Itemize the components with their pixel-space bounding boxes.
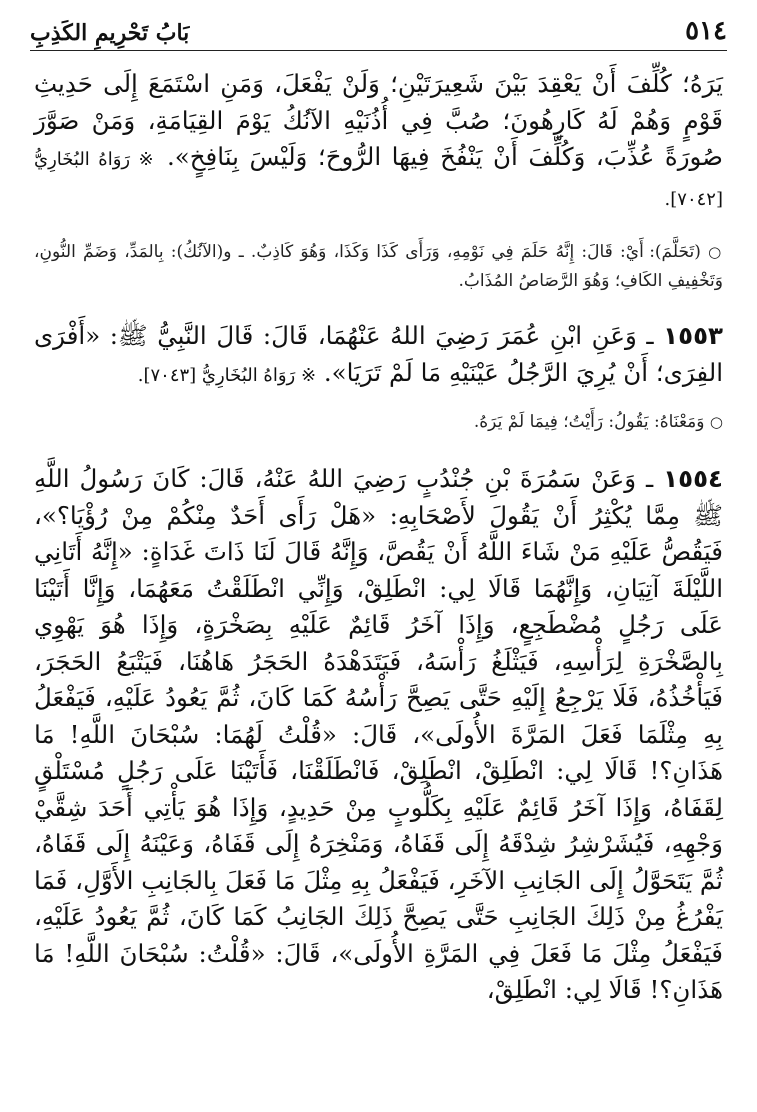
hadith-continuation	[34, 66, 723, 218]
hadith-text: ـ وَعَنِ ابْنِ عُمَرَ رَضِيَ اللهُ عَنْهُمَا، قَالَ: قَالَ النَّبِيُّ ﷺ: «أَفْرَى الفِرَى؛ أَنْ يُرِيَ الرَّجُلُ عَيْنَيْهِ مَا لَمْ تَرَيَا».	[34, 321, 723, 387]
hadith-number: ١٥٥٣	[663, 321, 723, 350]
hadith-1554	[34, 461, 723, 1009]
explanatory-note	[34, 238, 723, 296]
page-content	[34, 66, 723, 1009]
page-number: ٥١٤	[685, 16, 727, 46]
explanatory-note-text: (تَحَلَّمَ): أَيْ: قَالَ: إِنَّهُ حَلَمَ فِي نَوْمِهِ، وَرَأَى كَذَا وَكَذَا، وَهُوَ كَاذِبٌ. ـ و(الآنُكُ): بِالمَدِّ، وَضَمِّ النُّونِ، وَتَخْفِيفِ الكَافِ؛ وَهُوَ الرَّصَاصُ المُذَابُ.	[34, 242, 723, 291]
explanatory-note-text: وَمَعْنَاهُ: يَقُولُ: رَأَيْتُ؛ فِيمَا لَمْ يَرَهُ.	[473, 412, 705, 432]
hadith-source: ※ رَوَاهُ البُخَارِيُّ [٧٠٤٣].	[137, 364, 317, 386]
hadith-text: ـ وَعَنْ سَمُرَةَ بْنِ جُنْدُبٍ رَضِيَ اللهُ عَنْهُ، قَالَ: كَانَ رَسُولُ اللَّهِ ﷺ مِمَّا يُكْثِرُ أَنْ يَقُولَ لأَصْحَابِهِ: «هَلْ رَأَى أَحَدٌ مِنْكُمْ مِنْ رُؤْيَا؟»، فَيَقُصُّ عَلَيْهِ مَنْ شَاءَ اللَّهُ أَنْ يَقُصَّ، وَإِنَّهُ قَالَ لَنَا ذَاتَ غَدَاةٍ: «إِنَّهُ أَتَانِي اللَّيْلَةَ آتِيَانِ، وَإِنَّهُمَا قَالَا لِي: انْطَلِقْ، وَإِنِّي انْطَلَقْتُ مَعَهُمَا، وَإِنَّا أَتَيْنَا عَلَى رَجُلٍ مُضْطَجِعٍ، وَإِذَا آخَرُ قَائِمٌ عَلَيْهِ بِصَخْرَةٍ، وَإِذَا هُوَ يَهْوِي بِالصَّخْرَةِ لِرَأْسِهِ، فَيَثْلَغُ رَأْسَهُ، فَيَتَدَهْدَهُ الحَجَرُ هَاهُنَا، فَيَتْبَعُ الحَجَرَ، فَيَأْخُذُهُ، فَلَا يَرْجِعُ إِلَيْهِ حَتَّى يَصِحَّ رَأْسُهُ كَمَا كَانَ، ثُمَّ يَعُودُ عَلَيْهِ، فَيَفْعَلُ بِهِ مِثْلَمَا فَعَلَ المَرَّةَ الأُولَى»، قَالَ: «قُلْتُ لَهُمَا: سُبْحَانَ اللَّهِ! مَا هَذَانِ؟! قَالَا لِي: انْطَلِقْ، انْطَلِقْ، فَانْطَلَقْنَا، فَأَتَيْنَا عَلَى رَجُلٍ مُسْتَلْقٍ لِقَفَاهُ، وَإِذَا آخَرُ قَائِمٌ عَلَيْهِ بِكَلُّوبٍ مِنْ حَدِيدٍ، وَإِذَا هُوَ يَأْتِي أَحَدَ شِقَّيْ وَجْهِهِ، فَيُشَرْشِرُ شِدْقَهُ إِلَى قَفَاهُ، وَمَنْخِرَهُ إِلَى قَفَاهُ، وَعَيْنَهُ إِلَى قَفَاهُ، ثُمَّ يَتَحَوَّلُ إِلَى الجَانِبِ الآخَرِ، فَيَفْعَلُ بِهِ مِثْلَ مَا فَعَلَ بِالجَانِبِ الأَوَّلِ، فَمَا يَفْرُغُ مِنْ ذَلِكَ الجَانِبِ حَتَّى يَصِحَّ ذَلِكَ الجَانِبُ كَمَا كَانَ، ثُمَّ يَعُودُ عَلَيْهِ، فَيَفْعَلُ مِثْلَ مَا فَعَلَ فِي المَرَّةِ الأُولَى»، قَالَ: «قُلْتُ: سُبْحَانَ اللَّهِ! مَا هَذَانِ؟! قَالَا لِي: انْطَلِقْ،	[34, 464, 723, 1004]
hadith-continuation-text: يَرَهُ؛ كُلِّفَ أَنْ يَعْقِدَ بَيْنَ شَعِيرَتَيْنِ؛ وَلَنْ يَفْعَلَ، وَمَنِ اسْتَمَعَ إِلَى حَدِيثِ قَوْمٍ وَهُمْ لَهُ كَارِهُونَ؛ صُبَّ فِي أُذُنَيْهِ الآنُكُ يَوْمَ القِيَامَةِ، وَمَنْ صَوَّرَ صُورَةً عُذِّبَ، وَكُلِّفَ أَنْ يَنْفُخَ فِيهَا الرُّوحَ؛ وَلَيْسَ بِنَافِخٍ».	[34, 69, 723, 171]
running-title: بَابُ تَحْرِيمِ الكَذِبِ	[30, 20, 190, 46]
note-bullet: ○	[708, 243, 724, 261]
explanatory-note	[34, 408, 723, 437]
hadith-number: ١٥٥٤	[663, 464, 723, 493]
note-bullet: ○	[709, 413, 723, 431]
page-header	[30, 10, 727, 51]
hadith-1553	[34, 318, 723, 394]
hadith-source: ※ رَوَاهُ البُخَارِيُّ [٧٠٤٢].	[34, 149, 723, 210]
